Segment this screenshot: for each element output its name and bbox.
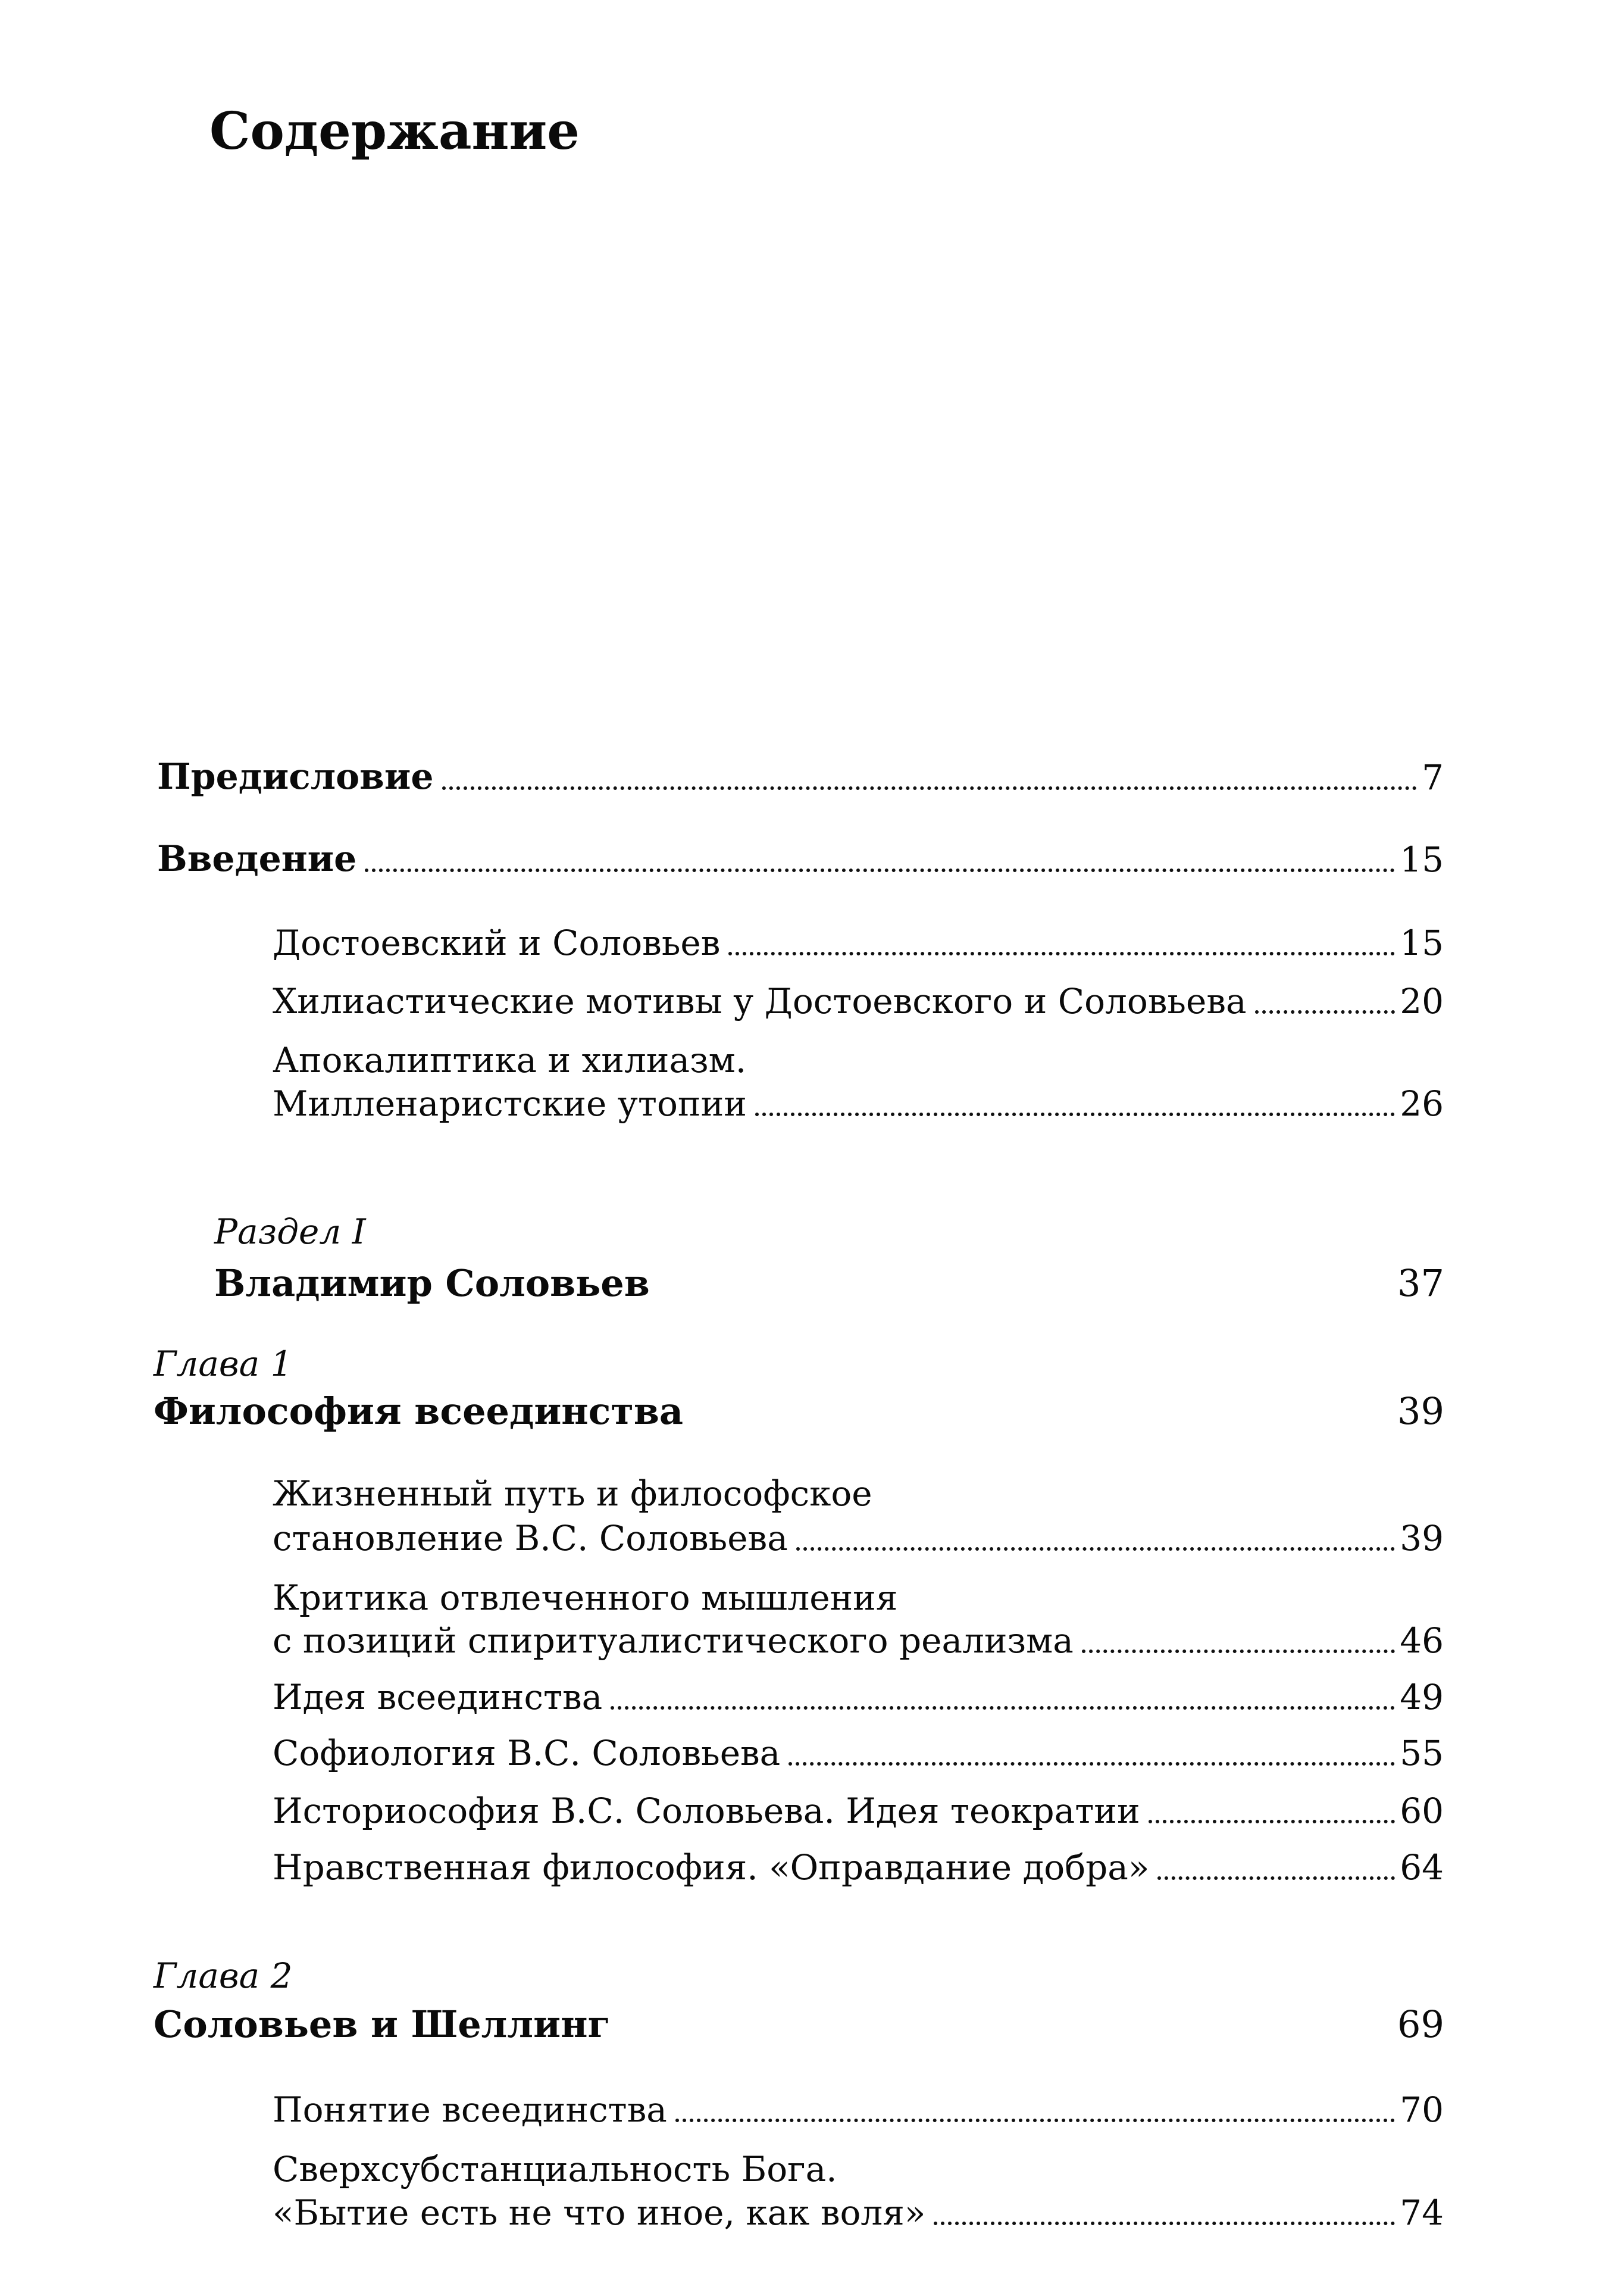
- dot-leader: [796, 1547, 1395, 1551]
- toc-entry-page: 46: [1400, 1620, 1444, 1661]
- toc-entry-intro-2[interactable]: [273, 981, 1444, 1022]
- toc-entry-title: Понятие всеединства: [273, 2089, 667, 2130]
- toc-entry-page: 70: [1400, 2089, 1444, 2130]
- toc-entry-ch2-2[interactable]: [273, 2192, 1444, 2233]
- toc-entry-ch1-2-line1: Критика отвлеченного мышления: [273, 1577, 898, 1618]
- chapter-page: 39: [1397, 1389, 1444, 1433]
- dot-leader: [789, 1762, 1395, 1766]
- chapter-label: Глава 1: [154, 1344, 293, 1384]
- toc-entry-page: 26: [1400, 1083, 1444, 1124]
- toc-entry-title: становление В.С. Соловьева: [273, 1518, 788, 1558]
- toc-entry-intro-3[interactable]: [273, 1083, 1444, 1124]
- toc-entry-ch1-1-line1: Жизненный путь и философское: [273, 1473, 872, 1514]
- dot-leader: [675, 2119, 1395, 2122]
- chapter-page: 69: [1397, 2003, 1444, 2046]
- toc-entry-page: 15: [1400, 839, 1444, 880]
- dot-leader: [611, 1706, 1395, 1710]
- dot-leader: [728, 952, 1395, 955]
- toc-entry-title: Хилиастические мотивы у Достоевского и Соловьева: [273, 981, 1247, 1022]
- toc-entry-page: 15: [1400, 923, 1444, 963]
- toc-entry-page: 39: [1400, 1518, 1444, 1558]
- toc-entry-page: 7: [1422, 757, 1444, 798]
- toc-entry-ch1-3[interactable]: [273, 1677, 1444, 1717]
- toc-entry-page: 55: [1400, 1733, 1444, 1773]
- toc-entry-page: 60: [1400, 1791, 1444, 1831]
- toc-entry-intro-3-line1: Апокалиптика и хилиазм.: [273, 1040, 747, 1080]
- dot-leader: [442, 786, 1418, 790]
- page-title: Содержание: [209, 101, 580, 161]
- dot-leader: [1149, 1820, 1396, 1823]
- toc-entry-introduction[interactable]: [157, 838, 1444, 880]
- toc-entry-ch1-4[interactable]: [273, 1733, 1444, 1773]
- toc-entry-title: Достоевский и Соловьев: [273, 923, 721, 963]
- toc-entry-title: Предисловие: [157, 756, 434, 798]
- dot-leader: [1082, 1650, 1395, 1653]
- chapter-label: Глава 2: [154, 1955, 293, 1996]
- toc-entry-title: Софиология В.С. Соловьева: [273, 1733, 781, 1773]
- dot-leader: [1255, 1010, 1396, 1014]
- toc-entry-ch2-2-line1: Сверхсубстанциальность Бога.: [273, 2149, 837, 2189]
- part-label: Раздел I: [214, 1211, 366, 1252]
- toc-entry-ch1-5[interactable]: [273, 1791, 1444, 1831]
- dot-leader: [365, 869, 1395, 872]
- toc-entry-ch1-6[interactable]: [273, 1847, 1444, 1888]
- toc-entry-page: 49: [1400, 1677, 1444, 1717]
- dot-leader: [934, 2222, 1395, 2225]
- toc-entry-ch1-2[interactable]: [273, 1620, 1444, 1661]
- toc-entry-title: с позиций спиритуалистического реализма: [273, 1620, 1074, 1661]
- toc-entry-title: Введение: [157, 838, 357, 880]
- part-title[interactable]: Владимир Соловьев: [214, 1261, 650, 1305]
- toc-entry-ch1-1[interactable]: [273, 1518, 1444, 1558]
- toc-entry-title: Идея всеединства: [273, 1677, 603, 1717]
- toc-entry-page: 20: [1400, 981, 1444, 1022]
- toc-entry-intro-1[interactable]: [273, 923, 1444, 963]
- toc-entry-preface[interactable]: [157, 756, 1444, 798]
- toc-entry-page: 64: [1400, 1847, 1444, 1888]
- toc-entry-title: Историософия В.С. Соловьева. Идея теократии: [273, 1791, 1140, 1831]
- toc-entry-title: «Бытие есть не что иное, как воля»: [273, 2192, 926, 2233]
- part-page: 37: [1397, 1261, 1444, 1305]
- chapter-title[interactable]: Соловьев и Шеллинг: [154, 2003, 611, 2046]
- chapter-title[interactable]: Философия всеединства: [154, 1389, 684, 1433]
- toc-entry-ch2-1[interactable]: [273, 2089, 1444, 2130]
- toc-entry-title: Нравственная философия. «Оправдание добра»: [273, 1847, 1150, 1888]
- toc-entry-title: Милленаристские утопии: [273, 1083, 747, 1124]
- dot-leader: [755, 1113, 1395, 1116]
- toc-entry-page: 74: [1400, 2192, 1444, 2233]
- dot-leader: [1157, 1876, 1395, 1880]
